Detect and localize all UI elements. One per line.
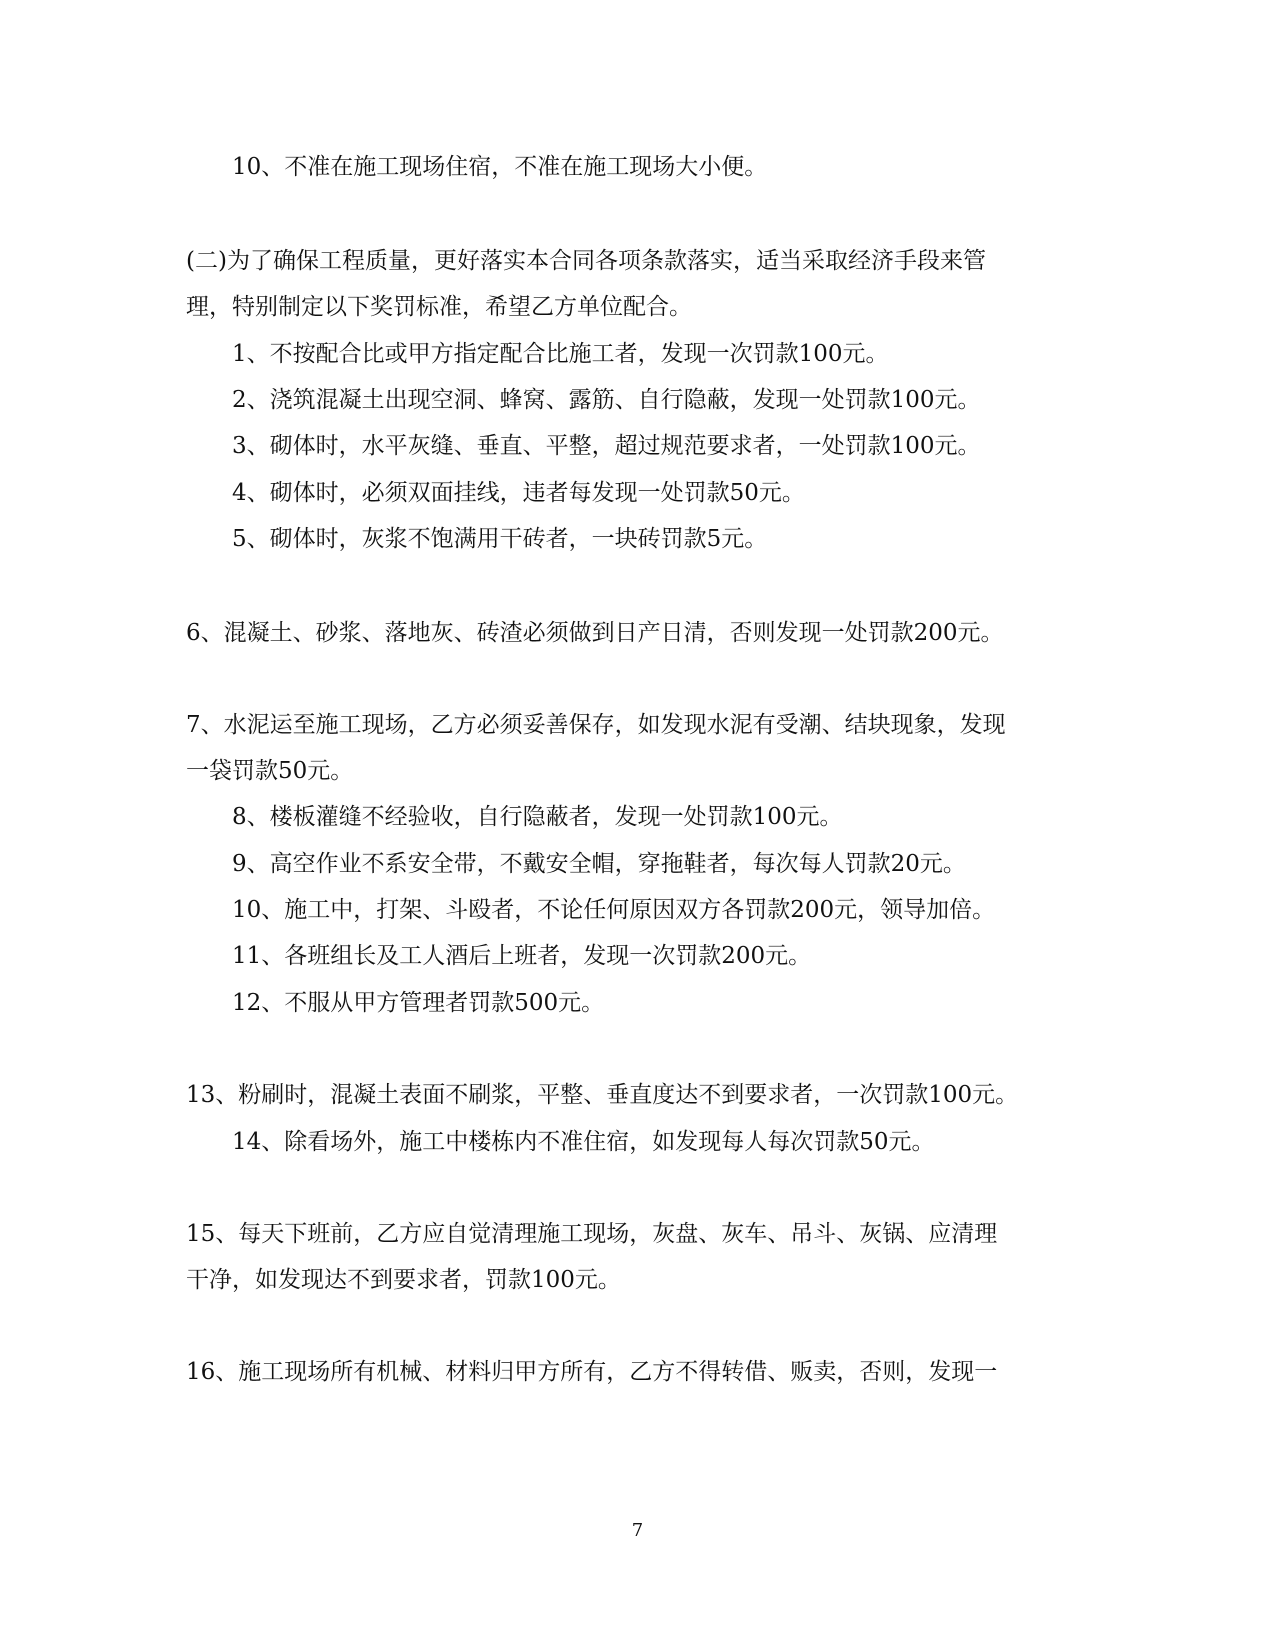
penalty-item-13: 13、粉刷时，混凝土表面不刷浆，平整、垂直度达不到要求者，一次罚款100元。 <box>186 1082 1019 1108</box>
penalty-item-15-line-1: 15、每天下班前，乙方应自觉清理施工现场，灰盘、灰车、吊斗、灰锅、应清理 <box>186 1221 998 1247</box>
penalty-item-3: 3、砌体时，水平灰缝、垂直、平整，超过规范要求者，一处罚款100元。 <box>232 433 981 459</box>
penalty-item-16-line-1: 16、施工现场所有机械、材料归甲方所有，乙方不得转借、贩卖，否则，发现一 <box>186 1359 998 1385</box>
penalty-item-5: 5、砌体时，灰浆不饱满用干砖者，一块砖罚款5元。 <box>232 526 768 552</box>
penalty-item-10: 10、施工中，打架、斗殴者，不论任何原因双方各罚款200元，领导加倍。 <box>232 897 996 923</box>
penalty-item-2: 2、浇筑混凝土出现空洞、蜂窝、露筋、自行隐蔽，发现一处罚款100元。 <box>232 387 981 413</box>
penalty-item-11: 11、各班组长及工人酒后上班者，发现一次罚款200元。 <box>232 943 812 969</box>
rule-10-no-lodging: 10、不准在施工现场住宿，不准在施工现场大小便。 <box>232 154 768 180</box>
penalty-item-14: 14、除看场外，施工中楼栋内不准住宿，如发现每人每次罚款50元。 <box>232 1129 935 1155</box>
page-number: 7 <box>631 1520 644 1541</box>
penalty-item-7-line-2: 一袋罚款50元。 <box>186 758 354 784</box>
penalty-item-12: 12、不服从甲方管理者罚款500元。 <box>232 990 605 1016</box>
penalty-item-8: 8、楼板灌缝不经验收，自行隐蔽者，发现一处罚款100元。 <box>232 804 843 830</box>
section-2-intro-line-1: (二)为了确保工程质量，更好落实本合同各项条款落实，适当采取经济手段来管 <box>186 248 986 274</box>
penalty-item-6: 6、混凝土、砂浆、落地灰、砖渣必须做到日产日清，否则发现一处罚款200元。 <box>186 620 1004 646</box>
penalty-item-15-line-2: 干净，如发现达不到要求者，罚款100元。 <box>186 1267 621 1293</box>
penalty-item-7-line-1: 7、水泥运至施工现场，乙方必须妥善保存，如发现水泥有受潮、结块现象，发现 <box>186 712 1006 738</box>
penalty-item-1: 1、不按配合比或甲方指定配合比施工者，发现一次罚款100元。 <box>232 341 889 367</box>
penalty-item-9: 9、高空作业不系安全带，不戴安全帽，穿拖鞋者，每次每人罚款20元。 <box>232 851 966 877</box>
penalty-item-4: 4、砌体时，必须双面挂线，违者每发现一处罚款50元。 <box>232 480 805 506</box>
section-2-intro-line-2: 理，特别制定以下奖罚标准，希望乙方单位配合。 <box>186 294 692 320</box>
